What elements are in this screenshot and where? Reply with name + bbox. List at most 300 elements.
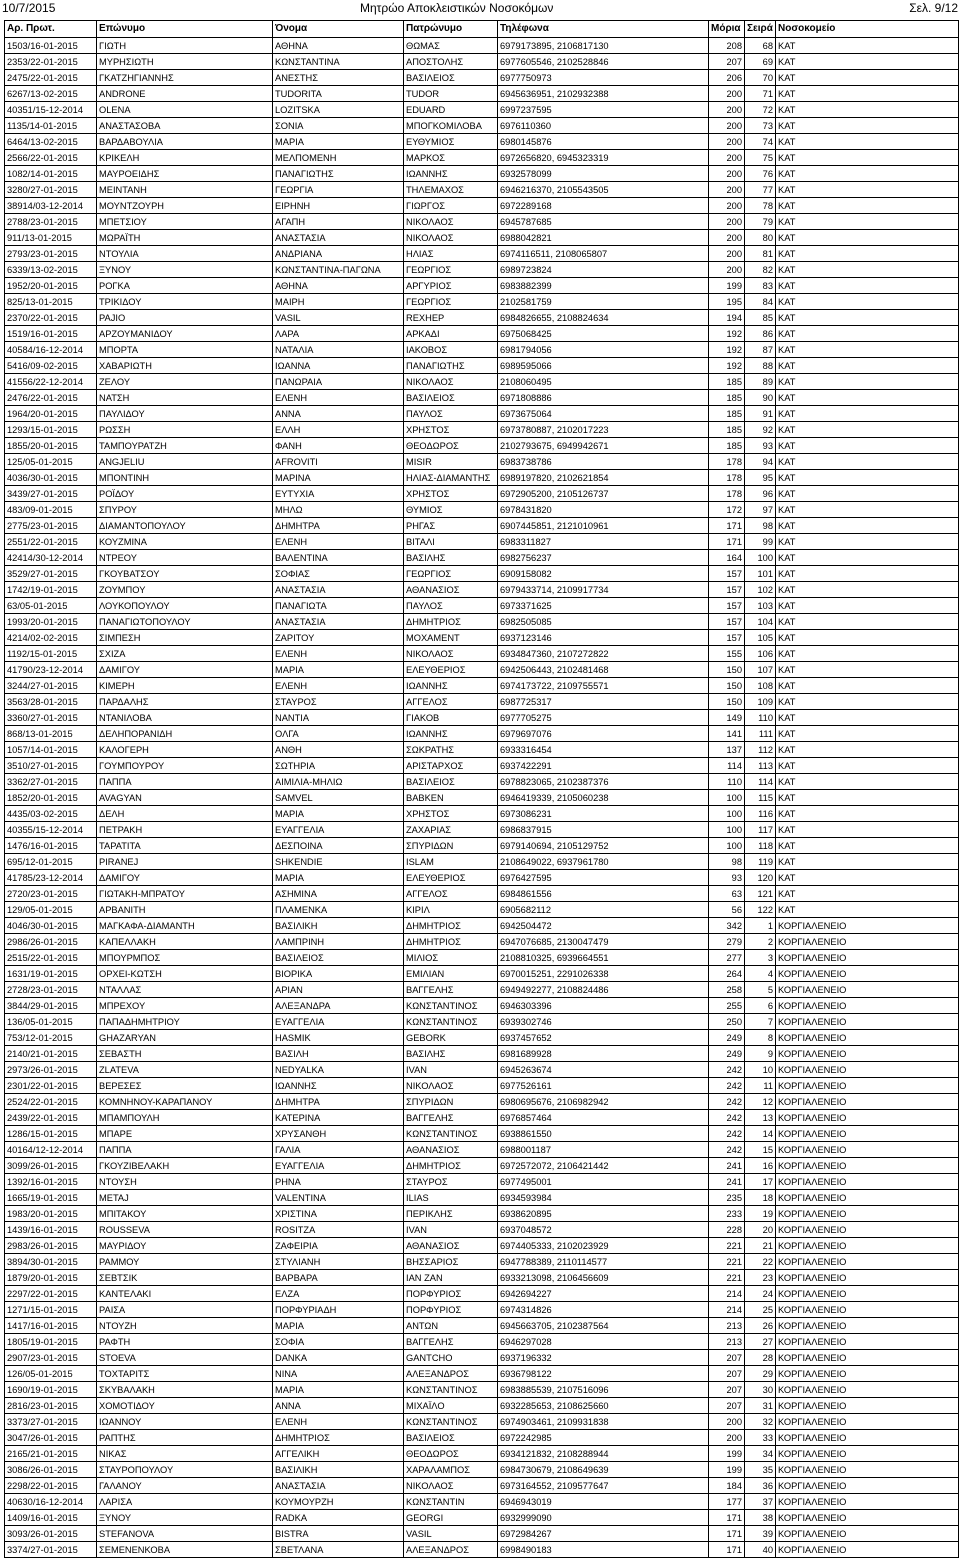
cell-hospital: ΚΟΡΓΙΑΛΕΝΕΙΟ [776,1206,959,1222]
table-row [5,1350,959,1366]
table-row [5,1238,959,1254]
cell-hospital: ΚΟΡΓΙΑΛΕΝΕΙΟ [776,1014,959,1030]
cell-protocol: 2476/22-01-2015 [5,390,97,406]
cell-name: LOZITSKA [273,102,404,118]
cell-surname: ΠΑΠΑΔΗΜΗΤΡΙΟΥ [97,1014,273,1030]
cell-protocol: 1983/20-01-2015 [5,1206,97,1222]
cell-hospital: ΚΑΤ [776,758,959,774]
cell-fathers-name: VASIL [404,1526,498,1542]
cell-surname: ΜΠΙΤΑΚΟΥ [97,1206,273,1222]
cell-surname: ZLATEVA [97,1062,273,1078]
cell-protocol: 3844/29-01-2015 [5,998,97,1014]
cell-fathers-name: ΠΑΥΛΟΣ [404,406,498,422]
cell-fathers-name: ΘΕΟΔΩΡΟΣ [404,438,498,454]
cell-phones: 6988042821 [498,230,709,246]
cell-fathers-name: ΔΗΜΗΤΡΙΟΣ [404,918,498,934]
cell-name: ΣΟΦΙΑ [273,1334,404,1350]
cell-fathers-name: ΓΕΩΡΓΙΟΣ [404,566,498,582]
cell-points: 178 [709,454,745,470]
cell-phones: 6983738786 [498,454,709,470]
cell-name: ΒΑΣΙΛΗ [273,1046,404,1062]
cell-name: ΣΒΕΤΛΑΝΑ [273,1542,404,1558]
cell-name: ΑΝΑΣΤΑΣΙΑ [273,614,404,630]
cell-fathers-name: ΒΑΣΙΛΕΙΟΣ [404,390,498,406]
cell-protocol: 129/05-01-2015 [5,902,97,918]
cell-fathers-name: ΒΑΣΙΛΗΣ [404,550,498,566]
cell-hospital: ΚΑΤ [776,374,959,390]
cell-protocol: 41785/23-12-2014 [5,870,97,886]
cell-protocol: 1519/16-01-2015 [5,326,97,342]
cell-surname: ΝΤΟΥΣΗ [97,1174,273,1190]
cell-name: ΡΗΝΑ [273,1174,404,1190]
cell-surname: ANDRONE [97,86,273,102]
cell-rank: 14 [745,1126,776,1142]
cell-hospital: ΚΟΡΓΙΑΛΕΝΕΙΟ [776,966,959,982]
cell-rank: 3 [745,950,776,966]
cell-surname: ROUSSEVA [97,1222,273,1238]
cell-protocol: 4036/30-01-2015 [5,470,97,486]
cell-points: 63 [709,886,745,902]
table-row [5,374,959,390]
cell-fathers-name: ΒΑΓΓΕΛΗΣ [404,1334,498,1350]
table-row [5,70,959,86]
cell-name: ΜΑΙΡΗ [273,294,404,310]
cell-fathers-name: ΑΠΟΣΤΟΛΗΣ [404,54,498,70]
cell-name: ΠΑΝΩΡΑΙΑ [273,374,404,390]
cell-hospital: ΚΟΡΓΙΑΛΕΝΕΙΟ [776,1142,959,1158]
cell-phones: 2102793675, 6949942671 [498,438,709,454]
cell-fathers-name: ΚΩΝΣΤΑΝΤΙΝΟΣ [404,1126,498,1142]
table-row [5,1414,959,1430]
cell-surname: ΜΑΥΡΟΕΙΔΗΣ [97,166,273,182]
cell-phones: 6937457652 [498,1030,709,1046]
cell-surname: ΛΑΡΙΣΑ [97,1494,273,1510]
cell-rank: 22 [745,1254,776,1270]
cell-points: 100 [709,806,745,822]
cell-name: ΚΑΤΕΡΙΝΑ [273,1110,404,1126]
cell-fathers-name: ΣΩΚΡΑΤΗΣ [404,742,498,758]
cell-phones: 6973164552, 2109577647 [498,1478,709,1494]
cell-phones: 6946419339, 2105060238 [498,790,709,806]
cell-surname: ΡΟΪΔΟΥ [97,486,273,502]
cell-protocol: 1952/20-01-2015 [5,278,97,294]
cell-surname: ΝΤΟΥΛΙΑ [97,246,273,262]
cell-points: 100 [709,822,745,838]
cell-rank: 35 [745,1462,776,1478]
table-row [5,678,959,694]
cell-phones: 6973371625 [498,598,709,614]
cell-fathers-name: ΒΑΓΓΕΛΗΣ [404,982,498,998]
cell-name: ΒΙΟΡΙΚΑ [273,966,404,982]
table-row [5,742,959,758]
cell-fathers-name: ΗΛΙΑΣ-ΔΙΑΜΑΝΤΗΣ [404,470,498,486]
cell-name: ΑΝΑΣΤΑΣΙΑ [273,1478,404,1494]
cell-rank: 114 [745,774,776,790]
cell-name: ΝΑΝΤΙΑ [273,710,404,726]
cell-phones: 6972905200, 2105126737 [498,486,709,502]
cell-rank: 69 [745,54,776,70]
cell-surname: ΠΕΤΡΑΚΗ [97,822,273,838]
cell-points: 258 [709,982,745,998]
cell-points: 200 [709,198,745,214]
cell-fathers-name: ΒΗΣΣΑΡΙΟΣ [404,1254,498,1270]
cell-rank: 94 [745,454,776,470]
cell-name: ΠΟΡΦΥΡΙΑΔΗ [273,1302,404,1318]
table-row [5,982,959,998]
cell-rank: 68 [745,38,776,54]
cell-fathers-name: BABKEN [404,790,498,806]
cell-points: 264 [709,966,745,982]
cell-fathers-name: ΘΕΟΔΩΡΟΣ [404,1446,498,1462]
cell-points: 171 [709,1510,745,1526]
table-row [5,838,959,854]
cell-hospital: ΚΟΡΓΙΑΛΕΝΕΙΟ [776,1254,959,1270]
cell-name: ΕΛΕΝΗ [273,678,404,694]
cell-points: 150 [709,662,745,678]
cell-surname: ΝΑΤΣΗ [97,390,273,406]
table-row [5,358,959,374]
cell-name: ΓΕΩΡΓΙΑ [273,182,404,198]
cell-phones: 6970015251, 2291026338 [498,966,709,982]
cell-name: ΕΛΕΝΗ [273,646,404,662]
cell-rank: 29 [745,1366,776,1382]
table-row [5,886,959,902]
cell-surname: ΚΟΜΝΗΝΟΥ-ΚΑΡΑΠΑΝΟΥ [97,1094,273,1110]
table-row [5,726,959,742]
cell-fathers-name: ΧΑΡΑΛΑΜΠΟΣ [404,1462,498,1478]
cell-rank: 97 [745,502,776,518]
cell-fathers-name: ΣΠΥΡΙΔΩΝ [404,838,498,854]
cell-surname: ΡΑΜΜΟΥ [97,1254,273,1270]
cell-protocol: 483/09-01-2015 [5,502,97,518]
cell-surname: ΤΑΡΑΤΙΤΑ [97,838,273,854]
cell-fathers-name: ΠΟΡΦΥΡΙΟΣ [404,1286,498,1302]
cell-name: ΠΑΝΑΓΙΩΤΗΣ [273,166,404,182]
cell-points: 185 [709,390,745,406]
cell-protocol: 3563/28-01-2015 [5,694,97,710]
cell-hospital: ΚΑΤ [776,182,959,198]
cell-surname: ΡΑΙΣΑ [97,1302,273,1318]
cell-name: ΙΩΑΝΝΗΣ [273,1078,404,1094]
cell-surname: ΝΤΟΥΖΗ [97,1318,273,1334]
cell-rank: 82 [745,262,776,278]
cell-hospital: ΚΑΤ [776,118,959,134]
cell-surname: ANGJELIU [97,454,273,470]
cell-name: ΒΑΣΙΛΙΚΗ [273,1462,404,1478]
cell-phones: 6949492277, 2108824486 [498,982,709,998]
cell-points: 192 [709,358,745,374]
cell-points: 185 [709,406,745,422]
cell-phones: 6976110360 [498,118,709,134]
cell-phones: 6934121832, 2108288944 [498,1446,709,1462]
cell-phones: 6942694227 [498,1286,709,1302]
cell-points: 200 [709,134,745,150]
cell-surname: STEFANOVA [97,1526,273,1542]
cell-surname: ΓΙΩΤΗ [97,38,273,54]
cell-protocol: 1192/15-01-2015 [5,646,97,662]
cell-hospital: ΚΟΡΓΙΑΛΕΝΕΙΟ [776,934,959,950]
cell-name: VALENTINA [273,1190,404,1206]
page-header [0,0,960,18]
cell-surname: ΜΠΕΤΣΙΟΥ [97,214,273,230]
cell-phones: 6938620895 [498,1206,709,1222]
cell-rank: 38 [745,1510,776,1526]
cell-name: ΑΝΕΣΤΗΣ [273,70,404,86]
cell-protocol: 3374/27-01-2015 [5,1542,97,1558]
cell-points: 277 [709,950,745,966]
cell-phones: 6978823065, 2102387376 [498,774,709,790]
cell-rank: 74 [745,134,776,150]
cell-hospital: ΚΑΤ [776,566,959,582]
cell-points: 164 [709,550,745,566]
cell-surname: ΣΚΥΒΑΛΑΚΗ [97,1382,273,1398]
cell-fathers-name: ΑΓΓΕΛΟΣ [404,886,498,902]
cell-surname: ΛΟΥΚΟΠΟΥΛΟΥ [97,598,273,614]
table-row [5,1382,959,1398]
table-row [5,870,959,886]
cell-protocol: 1852/20-01-2015 [5,790,97,806]
cell-rank: 40 [745,1542,776,1558]
cell-surname: ΣΕΒΤΣΙΚ [97,1270,273,1286]
cell-hospital: ΚΟΡΓΙΑΛΕΝΕΙΟ [776,1286,959,1302]
cell-name: ΑΡΙΑΝ [273,982,404,998]
cell-hospital: ΚΑΤ [776,326,959,342]
cell-fathers-name: ΠΑΥΛΟΣ [404,598,498,614]
cell-rank: 20 [745,1222,776,1238]
cell-points: 177 [709,1494,745,1510]
cell-surname: ΠΑΝΑΓΙΩΤΟΠΟΥΛΟΥ [97,614,273,630]
cell-protocol: 2301/22-01-2015 [5,1078,97,1094]
cell-points: 200 [709,166,745,182]
cell-surname: ΝΤΑΛΛΑΣ [97,982,273,998]
cell-points: 192 [709,342,745,358]
cell-phones: 6983885539, 2107516096 [498,1382,709,1398]
table-row [5,550,959,566]
cell-phones: 6983311827 [498,534,709,550]
cell-points: 200 [709,262,745,278]
table-body [5,38,959,1558]
cell-hospital: ΚΑΤ [776,230,959,246]
cell-hospital: ΚΑΤ [776,854,959,870]
cell-rank: 32 [745,1414,776,1430]
cell-rank: 15 [745,1142,776,1158]
cell-phones: 6984730679, 2108649639 [498,1462,709,1478]
table-row [5,230,959,246]
cell-fathers-name: ΔΗΜΗΤΡΙΟΣ [404,1158,498,1174]
cell-protocol: 3510/27-01-2015 [5,758,97,774]
cell-points: 279 [709,934,745,950]
cell-points: 100 [709,790,745,806]
cell-points: 171 [709,1526,745,1542]
table-row [5,854,959,870]
cell-phones: 6909158082 [498,566,709,582]
cell-points: 255 [709,998,745,1014]
cell-name: TUDORITA [273,86,404,102]
cell-protocol: 2298/22-01-2015 [5,1478,97,1494]
cell-hospital: ΚΑΤ [776,870,959,886]
cell-fathers-name: ΑΓΓΕΛΟΣ [404,694,498,710]
table-row [5,454,959,470]
cell-name: ΦΑΝΗ [273,438,404,454]
cell-phones: 6997237595 [498,102,709,118]
table-row [5,214,959,230]
cell-name: ΣΟΦΙΑΣ [273,566,404,582]
cell-hospital: ΚΟΡΓΙΑΛΕΝΕΙΟ [776,998,959,1014]
cell-name: ΝΙΝΑ [273,1366,404,1382]
cell-protocol: 2973/26-01-2015 [5,1062,97,1078]
cell-hospital: ΚΑΤ [776,806,959,822]
table-row [5,1254,959,1270]
cell-surname: ΜΕΙΝΤΑΝΗ [97,182,273,198]
cell-fathers-name: GEORGI [404,1510,498,1526]
cell-name: ΚΩΝΣΤΑΝΤΙΝΑ [273,54,404,70]
cell-points: 200 [709,102,745,118]
cell-points: 185 [709,374,745,390]
table-row [5,1430,959,1446]
table-row [5,1206,959,1222]
table-row [5,150,959,166]
cell-name: ΑΝΘΗ [273,742,404,758]
cell-protocol: 40355/15-12-2014 [5,822,97,838]
cell-phones: 6980695676, 2106982942 [498,1094,709,1110]
cell-rank: 79 [745,214,776,230]
table-row [5,486,959,502]
cell-points: 150 [709,678,745,694]
cell-phones: 6977605546, 2102528846 [498,54,709,70]
cell-hospital: ΚΟΡΓΙΑΛΕΝΕΙΟ [776,1094,959,1110]
cell-name: AFROVITI [273,454,404,470]
cell-points: 249 [709,1046,745,1062]
cell-surname: ΚΑΛΟΓΕΡΗ [97,742,273,758]
table-row [5,710,959,726]
cell-phones: 6979173895, 2106817130 [498,38,709,54]
cell-protocol: 1665/19-01-2015 [5,1190,97,1206]
cell-points: 208 [709,38,745,54]
cell-phones: 6989197820, 2102621854 [498,470,709,486]
cell-surname: ΡΑΦΤΗ [97,1334,273,1350]
cell-points: 221 [709,1254,745,1270]
cell-name: ΑΝΑΣΤΑΣΙΑ [273,230,404,246]
cell-hospital: ΚΟΡΓΙΑΛΕΝΕΙΟ [776,1222,959,1238]
cell-fathers-name: ΚΩΝΣΤΑΝΤΙΝΟΣ [404,1414,498,1430]
cell-fathers-name: ΙΑΝ ΖΑΝ [404,1270,498,1286]
page-number: Σελ. 9/12 [909,1,958,15]
cell-surname: ΜΑΥΡΙΔΟΥ [97,1238,273,1254]
table-row [5,694,959,710]
cell-phones: 6946297028 [498,1334,709,1350]
cell-hospital: ΚΟΡΓΙΑΛΕΝΕΙΟ [776,1334,959,1350]
table-row [5,1270,959,1286]
cell-fathers-name: ΚΩΝΣΤΑΝΤΙΝΟΣ [404,998,498,1014]
cell-surname: ΜΥΡΗΣΙΩΤΗ [97,54,273,70]
cell-hospital: ΚΟΡΓΙΑΛΕΝΕΙΟ [776,1318,959,1334]
cell-phones: 6972289168 [498,198,709,214]
cell-hospital: ΚΑΤ [776,774,959,790]
cell-surname: STOEVA [97,1350,273,1366]
cell-name: ΕΥΑΓΓΕΛΙΑ [273,1014,404,1030]
cell-fathers-name: IVAN [404,1062,498,1078]
cell-hospital: ΚΑΤ [776,38,959,54]
cell-hospital: ΚΟΡΓΙΑΛΕΝΕΙΟ [776,982,959,998]
cell-fathers-name: ΝΙΚΟΛΑΟΣ [404,374,498,390]
cell-hospital: ΚΑΤ [776,278,959,294]
cell-phones: 6945663705, 2102387564 [498,1318,709,1334]
cell-points: 200 [709,118,745,134]
cell-hospital: ΚΑΤ [776,310,959,326]
cell-surname: ΣΧΙΖΑ [97,646,273,662]
table-row [5,182,959,198]
cell-rank: 92 [745,422,776,438]
cell-name: RADKA [273,1510,404,1526]
cell-phones: 6973780887, 2102017223 [498,422,709,438]
cell-fathers-name: ΒΑΣΙΛΕΙΟΣ [404,1430,498,1446]
cell-fathers-name: ΘΥΜΙΟΣ [404,502,498,518]
cell-hospital: ΚΑΤ [776,902,959,918]
cell-points: 178 [709,470,745,486]
cell-phones: 6976427595 [498,870,709,886]
column-header-hospital: Νοσοκομείο [776,21,959,38]
cell-name: ΑΝΑΣΤΑΣΙΑ [273,582,404,598]
cell-protocol: 2140/21-01-2015 [5,1046,97,1062]
table-row [5,998,959,1014]
cell-fathers-name: ΑΡΚΑΔΙ [404,326,498,342]
cell-points: 342 [709,918,745,934]
cell-rank: 88 [745,358,776,374]
cell-rank: 72 [745,102,776,118]
cell-phones: 6945787685 [498,214,709,230]
cell-protocol: 126/05-01-2015 [5,1366,97,1382]
cell-rank: 96 [745,486,776,502]
cell-phones: 6946216370, 2105543505 [498,182,709,198]
cell-rank: 110 [745,710,776,726]
cell-fathers-name: ΑΝΤΩΝ [404,1318,498,1334]
cell-phones: 6945636951, 2102932388 [498,86,709,102]
cell-rank: 33 [745,1430,776,1446]
cell-points: 207 [709,1398,745,1414]
table-row [5,1190,959,1206]
cell-name: ΑΝΝΑ [273,1398,404,1414]
cell-protocol: 3047/26-01-2015 [5,1430,97,1446]
cell-hospital: ΚΑΤ [776,438,959,454]
cell-protocol: 753/12-01-2015 [5,1030,97,1046]
cell-name: ΒΑΡΒΑΡΑ [273,1270,404,1286]
cell-surname: ΜΠΡΕΧΟΥ [97,998,273,1014]
cell-protocol: 1293/15-01-2015 [5,422,97,438]
cell-name: ΖΑΡΙΤΟΥ [273,630,404,646]
table-row [5,1510,959,1526]
cell-protocol: 2524/22-01-2015 [5,1094,97,1110]
table-row [5,134,959,150]
cell-points: 110 [709,774,745,790]
cell-rank: 70 [745,70,776,86]
table-row [5,1174,959,1190]
cell-fathers-name: ΣΤΑΥΡΟΣ [404,1174,498,1190]
cell-phones: 6972242985 [498,1430,709,1446]
cell-rank: 27 [745,1334,776,1350]
cell-points: 171 [709,534,745,550]
cell-surname: ΖΟΥΜΠΟΥ [97,582,273,598]
cell-rank: 104 [745,614,776,630]
cell-rank: 90 [745,390,776,406]
cell-phones: 6983882399 [498,278,709,294]
cell-phones: 6979433714, 2109917734 [498,582,709,598]
cell-fathers-name: IVAN [404,1222,498,1238]
table-row [5,38,959,54]
cell-name: ΔΕΣΠΟΙΝΑ [273,838,404,854]
cell-rank: 71 [745,86,776,102]
cell-phones: 6946303396 [498,998,709,1014]
cell-points: 235 [709,1190,745,1206]
